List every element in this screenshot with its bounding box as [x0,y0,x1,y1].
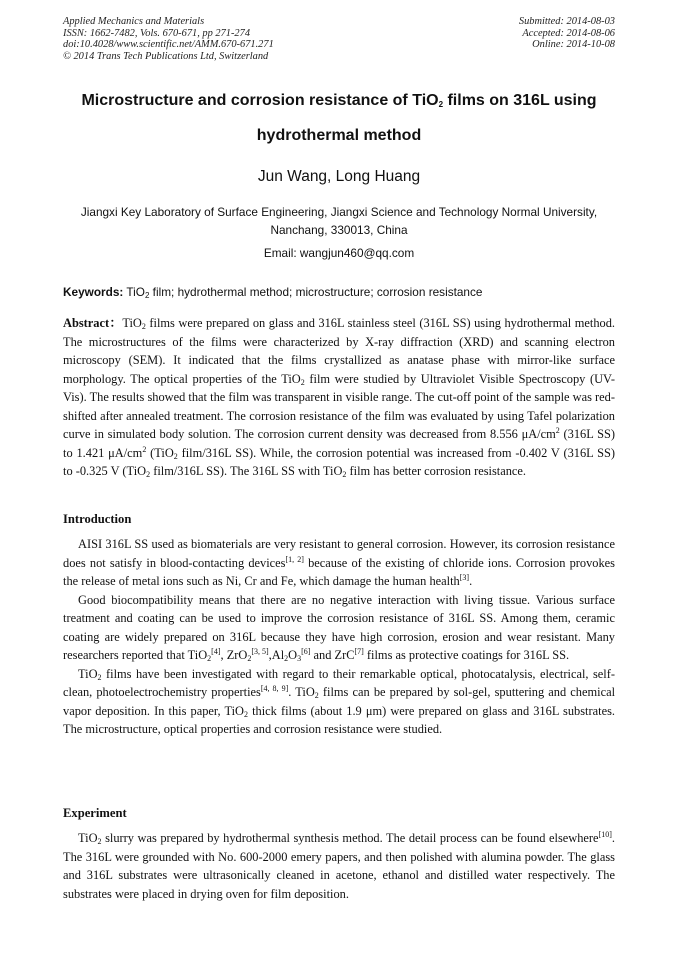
section-heading-experiment: Experiment [63,806,127,820]
online-date: Online: 2014-10-08 [532,39,615,51]
keywords-label: Keywords: [63,285,124,299]
abstract-label: Abstract： [63,316,123,330]
journal-header-right [519,16,615,51]
journal-name: Applied Mechanics and Materials [63,16,205,27]
accepted-date: Accepted: 2014-08-06 [522,27,615,39]
issn-line: ISSN: 1662-7482, Vols. 670-671, pp 271-274 [63,27,251,39]
paper-title-line2: hydrothermal method [256,127,422,144]
intro-paragraph-3: TiO$_2$ films have been investigated with regard to their remarkable optical, photocatalysis, electrical, self-clean, photoelectrochemistry properties[4, 8, 9]. TiO$_2$ films can be prepared by sol-gel, sputtering and chemical vapor deposition. In this paper, TiO$_2$ thick films (about 1.9 μm) were prepared on glass and 316L substrates. The microstructure, optical properties and corrosion resistance were studied. [63,666,616,736]
author-email: Email: wangjun460@qq.com [263,246,415,260]
introduction-body [63,535,615,739]
affiliation-line2: Nanchang, 330013, China [270,223,408,237]
experiment-paragraph-1: TiO$_2$ slurry was prepared by hydrothermal synthesis method. The detail process can be found elsewhere[10]. The 316L were grounded with No. 600-2000 emery papers, and then polished with alumina powder. The glass and 316L substrates were ultrasonically cleaned in acetone, ethanol and distilled water respectively. The substrates were placed in drying oven for film deposition. [63,830,615,901]
affiliation-line1: Jiangxi Key Laboratory of Surface Engineering, Jiangxi Science and Technology Normal University, [80,205,598,219]
experiment-body [63,829,615,903]
section-heading-introduction: Introduction [63,512,132,526]
doi-line: doi:10.4028/www.scientific.net/AMM.670-671.271 [63,39,274,51]
keywords: Keywords: TiO$_2$ film; hydrothermal method; microstructure; corrosion resistance [63,285,483,300]
journal-header-left [63,16,274,62]
copyright-line: © 2014 Trans Tech Publications Ltd, Switzerland [63,50,269,62]
abstract: Abstract：TiO$_2$ films were prepared on glass and 316L stainless steel (316L SS) using hydrothermal method. The microstructures of the films were characterized by X-ray diffraction (XRD) and scanning electron microscopy (SEM). It indicated that the films crystallized as anatase phase with mirror-like surface morphology. The optical properties of the TiO$_2$ film were studied by Ultraviolet Visible Spectroscopy (UV-Vis). The results showed that the film was transparent in visible range. The cut-off point of the sample was red-shifted after annealed treatment. The corrosion resistance of the film was evaluated by using Tafel polarization curve in simulated body solution. The corrosion current density was decreased from 8.556 $\mu A/cm^2$ (316L SS) to 1.421 $\mu A/cm^2$ (TiO$_2$ film/316L SS). While, the corrosion potential was increased from -0.402 V (316L SS) to -0.325 V (TiO$_2$ film/316L SS). The 316L SS with TiO$_2$ film has better corrosion resistance. [63,316,616,479]
intro-paragraph-1: AISI 316L SS used as biomaterials are very resistant to general corrosion. However, its corrosion resistance does not satisfy in blood-contacting devices[1, 2] because of the existing of chloride ions. Corrosion provokes the release of metal ions such as Ni, Cr and Fe, which damage the human health[3]. [63,537,615,588]
paper-title-line1: Microstructure and corrosion resistance of TiO$_2$ films on 316L using [81,92,597,109]
affiliation [60,203,618,239]
submitted-date: Submitted: 2014-08-03 [518,16,615,27]
intro-paragraph-2: Good biocompatibility means that there are no negative interaction with living tissue. Various surface treatment and coating can be used to improve the corrosion resistance of 316L SS. Among them, ceramic coating are widely prepared on 316L because they have high corrosion, erosion and wear resistant. Many researchers reported that TiO$_2$[4], $ZrO_2[3, 5],Al_2O_3[6]$ and ZrC[7] films as protective coatings for 316L SS. [63,592,615,663]
authors: Jun Wang, Long Huang [257,168,421,185]
